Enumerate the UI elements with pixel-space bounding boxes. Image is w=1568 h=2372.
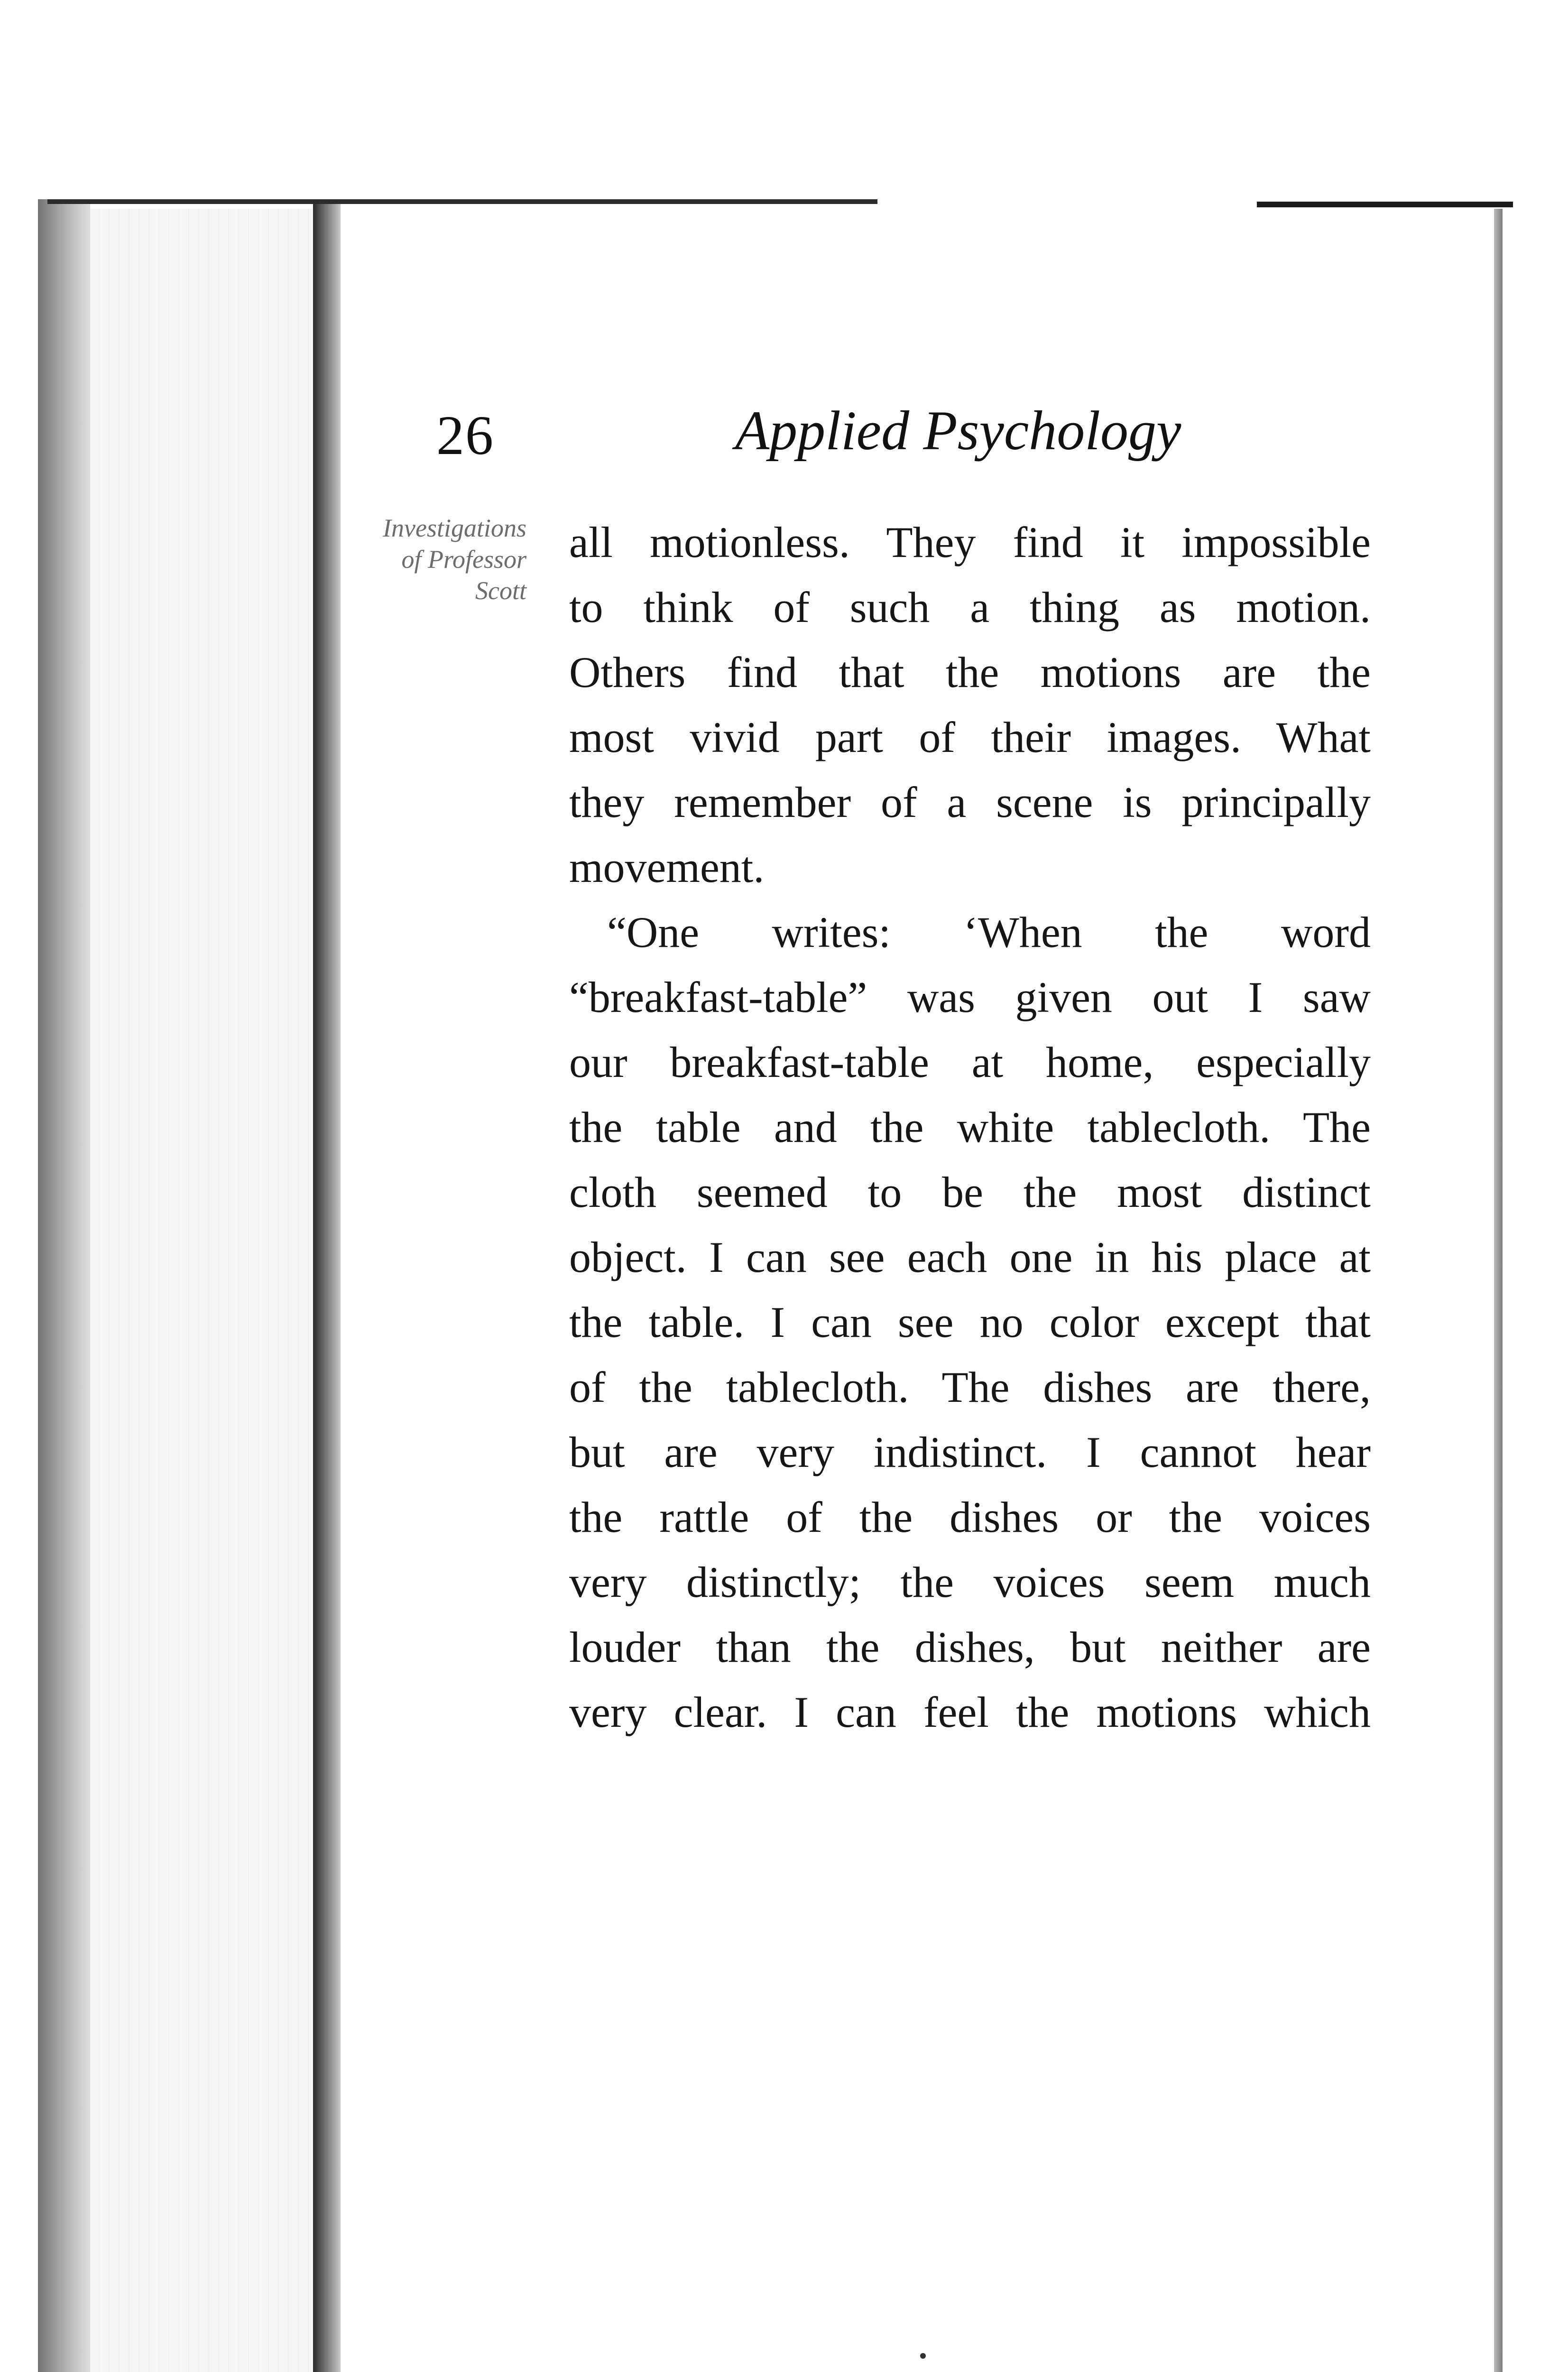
text-line: movement. <box>569 843 765 891</box>
text-line: cloth seemed to be the most distinct <box>569 1168 1371 1216</box>
running-title: Applied Psychology <box>735 399 1181 462</box>
text-line: the table. I can see no color except that <box>569 1298 1371 1346</box>
text-line: the table and the white tablecloth. The <box>569 1103 1371 1151</box>
scan-speck <box>920 2353 926 2359</box>
page-number: 26 <box>436 404 494 466</box>
text-line: very distinctly; the voices seem much <box>569 1558 1371 1606</box>
top-scan-rule-right <box>1257 202 1513 207</box>
running-head <box>436 398 1385 474</box>
right-page-edge <box>1494 209 1503 2372</box>
text-line: the rattle of the dishes or the voices <box>569 1493 1371 1541</box>
body-text <box>569 510 1371 1745</box>
margin-note-line: Investigations <box>383 514 526 542</box>
text-line: very clear. I can feel the motions which <box>569 1688 1371 1736</box>
text-line: our breakfast-table at home, especially <box>569 1038 1371 1086</box>
book-spine-edge <box>38 199 90 2372</box>
margin-note-line: of Professor <box>401 545 526 574</box>
margin-note <box>327 512 526 606</box>
text-line: most vivid part of their images. What <box>569 713 1371 761</box>
text-line: all motionless. They find it impossible <box>569 518 1371 566</box>
text-line: they remember of a scene is principally <box>569 778 1371 826</box>
text-line: but are very indistinct. I cannot hear <box>569 1428 1371 1476</box>
text-line: of the tablecloth. The dishes are there, <box>569 1363 1371 1411</box>
margin-note-line: Scott <box>475 576 526 605</box>
book-page-edges <box>90 209 313 2372</box>
text-line: object. I can see each one in his place at <box>569 1233 1371 1281</box>
text-line: “breakfast-table” was given out I saw <box>569 973 1371 1021</box>
text-line: louder than the dishes, but neither are <box>569 1623 1371 1671</box>
text-line: to think of such a thing as motion. <box>569 583 1371 631</box>
text-line: “One writes: ‘When the word <box>607 908 1371 956</box>
text-line: Others find that the motions are the <box>569 648 1371 696</box>
top-scan-rule <box>47 199 877 204</box>
